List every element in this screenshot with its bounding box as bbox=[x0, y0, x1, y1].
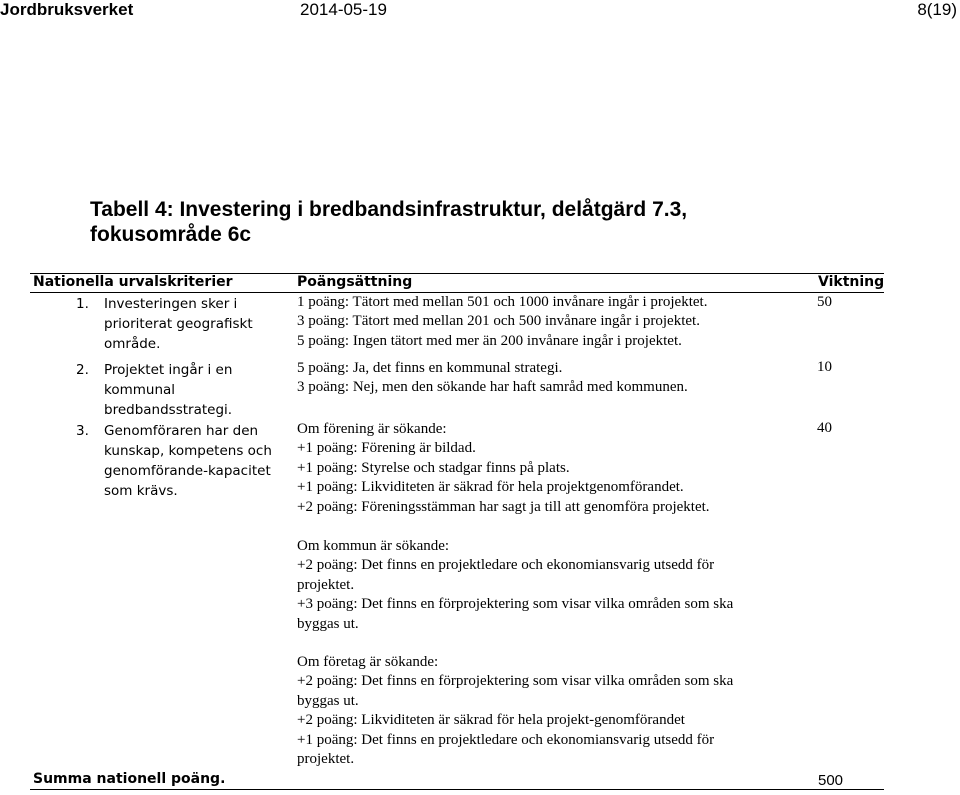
document-date: 2014-05-19 bbox=[300, 0, 387, 19]
points-3-foretag bbox=[297, 653, 797, 769]
points-line: 5 poäng: Ja, det finns en kommunal strategi. bbox=[297, 360, 563, 376]
table-bottom-rule bbox=[30, 789, 884, 790]
points-line: 5 poäng: Ingen tätort med mer än 200 invånare ingår i projektet. bbox=[297, 332, 682, 349]
weight-3: 40 bbox=[817, 420, 832, 436]
criterion-text-line: Genomföraren har den bbox=[104, 423, 259, 439]
criterion-text-line: Projektet ingår i en bbox=[104, 362, 233, 378]
table-title-line2: fokusområde 6c bbox=[90, 223, 252, 246]
points-line: +2 poäng: Det finns en projektledare och ekonomiansvarig utsedd för bbox=[297, 557, 715, 574]
table-title bbox=[90, 197, 790, 247]
points-line: Om kommun är sökande: bbox=[297, 538, 450, 554]
sum-label: Summa nationell poäng. bbox=[33, 771, 226, 787]
points-line: projektet. bbox=[297, 576, 355, 593]
criterion-text-line: område. bbox=[104, 336, 161, 352]
points-line: +3 poäng: Det finns en förprojektering som visar vilka områden som ska bbox=[297, 596, 734, 613]
organization-name: Jordbruksverket bbox=[0, 0, 134, 19]
points-line: byggas ut. bbox=[297, 615, 359, 632]
points-3-forening bbox=[297, 420, 797, 517]
page-number: 8(19) bbox=[917, 0, 957, 19]
page-header bbox=[0, 0, 960, 22]
points-line: +1 poäng: Det finns en projektledare och ekonomiansvarig utsedd för bbox=[297, 731, 715, 748]
points-1 bbox=[297, 293, 797, 351]
weight-2: 10 bbox=[817, 359, 832, 375]
points-line: byggas ut. bbox=[297, 692, 359, 709]
criterion-text-line: prioriterat geografiskt bbox=[104, 316, 253, 332]
points-line: +2 poäng: Likviditeten är säkrad för hela projekt-genomförandet bbox=[297, 712, 685, 729]
column-header-weight: Viktning bbox=[818, 274, 885, 290]
criterion-number: 1. bbox=[76, 296, 89, 312]
criterion-number: 3. bbox=[76, 423, 89, 439]
criterion-text-line: kunskap, kompetens och bbox=[104, 443, 272, 459]
points-line: Om företag är sökande: bbox=[297, 654, 439, 670]
table-title-line1: Tabell 4: Investering i bredbandsinfrastruktur, delåtgärd 7.3, bbox=[90, 198, 688, 221]
points-3-kommun bbox=[297, 537, 797, 634]
criterion-text-line: genomförande-kapacitet bbox=[104, 463, 271, 479]
criterion-text-line: bredbandsstrategi. bbox=[104, 402, 233, 418]
points-line: +1 poäng: Förening är bildad. bbox=[297, 440, 476, 457]
points-line: +1 poäng: Likviditeten är säkrad för hela projektgenomförandet. bbox=[297, 479, 684, 496]
points-line: +2 poäng: Föreningsstämman har sagt ja till att genomföra projektet. bbox=[297, 498, 710, 515]
points-2 bbox=[297, 359, 797, 398]
sum-value: 500 bbox=[818, 772, 844, 789]
points-line: +1 poäng: Styrelse och stadgar finns på plats. bbox=[297, 459, 570, 476]
points-line: +2 poäng: Det finns en förprojektering som visar vilka områden som ska bbox=[297, 673, 734, 690]
criterion-number: 2. bbox=[76, 362, 89, 378]
criterion-text-line: Investeringen sker i bbox=[104, 296, 238, 312]
points-line: 3 poäng: Nej, men den sökande har haft samråd med kommunen. bbox=[297, 379, 688, 396]
column-header-points: Poängsättning bbox=[297, 274, 413, 290]
weight-1: 50 bbox=[817, 294, 832, 310]
points-line: Om förening är sökande: bbox=[297, 421, 447, 437]
criterion-text-line: som krävs. bbox=[104, 483, 178, 499]
column-header-criteria: Nationella urvalskriterier bbox=[33, 274, 233, 290]
points-line: 1 poäng: Tätort med mellan 501 och 1000 invånare ingår i projektet. bbox=[297, 294, 708, 310]
points-line: projektet. bbox=[297, 751, 355, 768]
criterion-text-line: kommunal bbox=[104, 382, 176, 398]
points-line: 3 poäng: Tätort med mellan 201 och 500 invånare ingår i projektet. bbox=[297, 313, 700, 330]
